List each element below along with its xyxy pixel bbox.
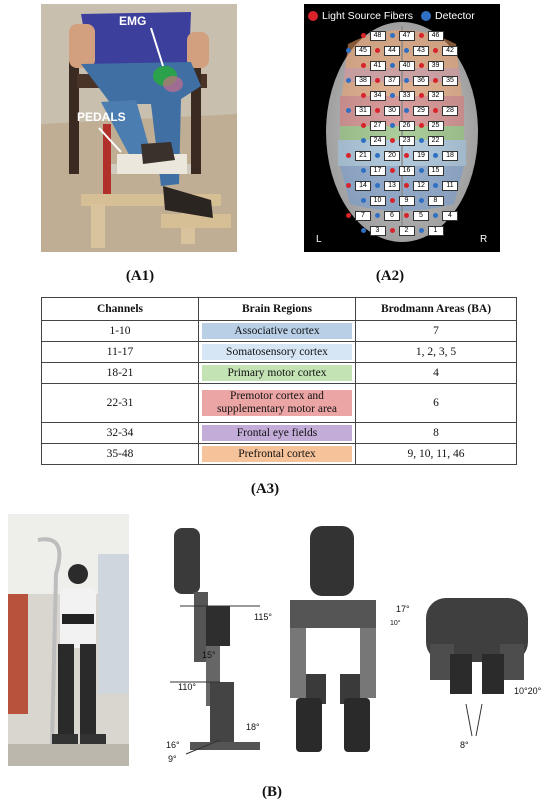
light-source-dot <box>404 153 409 158</box>
caption-a1: (A1) <box>125 268 155 284</box>
channel-label: 3 <box>370 226 386 236</box>
channel-label: 31 <box>355 106 371 116</box>
light-source-dot <box>433 78 438 83</box>
brain-region-cell <box>199 444 356 465</box>
pedals-label: PEDALS <box>77 110 126 124</box>
detector-dot <box>346 78 351 83</box>
detector-dot <box>361 138 366 143</box>
channel-label: 22 <box>428 136 444 146</box>
channel-label: 30 <box>384 106 400 116</box>
channel-label: 46 <box>428 31 444 41</box>
brodmann-area-cell: 4 <box>356 363 517 384</box>
detector-dot <box>390 63 395 68</box>
angle-8: 8° <box>460 740 469 750</box>
light-source-dot <box>390 228 395 233</box>
channel-label: 20 <box>384 151 400 161</box>
brain-region-cell <box>199 423 356 444</box>
channel-label: 18 <box>442 151 458 161</box>
light-source-marker-icon <box>308 11 318 21</box>
legend-detector-label: Detector <box>435 10 475 22</box>
angle-18: 18° <box>246 722 260 732</box>
channels-cell: 1-10 <box>42 321 199 342</box>
channel-label: 24 <box>370 136 386 146</box>
channel-label: 14 <box>355 181 371 191</box>
brain-region-text: supplementary motor area <box>216 403 338 415</box>
light-source-dot <box>346 153 351 158</box>
channel-label: 19 <box>413 151 429 161</box>
channels-cell: 11-17 <box>42 342 199 363</box>
detector-dot <box>433 213 438 218</box>
light-source-dot <box>375 108 380 113</box>
channel-label: 41 <box>370 61 386 71</box>
brain-region-text: Somatosensory cortex <box>226 345 328 358</box>
channel-label: 47 <box>399 31 415 41</box>
angle-10-20: 10°20° <box>514 686 542 696</box>
light-source-dot <box>433 48 438 53</box>
light-source-dot <box>419 63 424 68</box>
detector-dot <box>361 198 366 203</box>
brodmann-area-cell: 7 <box>356 321 517 342</box>
channels-cell: 35-48 <box>42 444 199 465</box>
channel-label: 8 <box>428 196 444 206</box>
photo-b <box>8 514 129 766</box>
brain-region-text: Associative cortex <box>234 324 320 337</box>
exoskeleton-drawings <box>150 514 550 774</box>
channel-row <box>334 73 470 88</box>
channel-row <box>334 178 470 193</box>
channel-label: 35 <box>442 76 458 86</box>
detector-dot <box>433 183 438 188</box>
light-source-dot <box>375 48 380 53</box>
fnirs-map-a2 <box>304 4 500 252</box>
detector-dot <box>404 78 409 83</box>
detector-dot <box>433 153 438 158</box>
channel-label: 17 <box>370 166 386 176</box>
brain-region-text: Premotor cortex and <box>230 390 324 402</box>
header-brain-regions: Brain Regions <box>199 298 356 321</box>
header-brodmann-areas: Brodmann Areas (BA) <box>356 298 517 321</box>
brain-region-cell <box>199 321 356 342</box>
channel-label: 29 <box>413 106 429 116</box>
light-source-dot <box>404 213 409 218</box>
channel-label: 7 <box>355 211 371 221</box>
caption-a3: (A3) <box>250 481 280 497</box>
light-source-dot <box>433 108 438 113</box>
detector-dot <box>375 153 380 158</box>
channel-label: 37 <box>384 76 400 86</box>
channel-label: 27 <box>370 121 386 131</box>
table-row <box>42 423 517 444</box>
table-header-row <box>42 298 517 321</box>
channel-label: 40 <box>399 61 415 71</box>
channel-label: 9 <box>399 196 415 206</box>
channel-label: 12 <box>413 181 429 191</box>
caption-b: (B) <box>262 784 282 800</box>
brain-region-text: Prefrontal cortex <box>238 447 316 460</box>
channel-row <box>334 133 470 148</box>
light-source-dot <box>361 63 366 68</box>
detector-dot <box>419 228 424 233</box>
light-source-dot <box>346 213 351 218</box>
light-source-dot <box>404 183 409 188</box>
channel-label: 42 <box>442 46 458 56</box>
detector-dot <box>361 168 366 173</box>
angle-17: 17° <box>396 604 410 614</box>
light-source-dot <box>419 93 424 98</box>
brain-region-text: Primary motor cortex <box>227 366 327 379</box>
channel-label: 10 <box>370 196 386 206</box>
channel-row <box>334 118 470 133</box>
channel-row <box>334 193 470 208</box>
detector-dot <box>419 198 424 203</box>
channel-row <box>334 58 470 73</box>
channel-label: 44 <box>384 46 400 56</box>
channel-label: 15 <box>428 166 444 176</box>
angle-10: 10° <box>390 620 401 627</box>
angle-115: 115° <box>254 612 272 622</box>
light-source-dot <box>361 93 366 98</box>
channel-label: 38 <box>355 76 371 86</box>
light-source-dot <box>390 198 395 203</box>
channels-cell: 18-21 <box>42 363 199 384</box>
brodmann-area-cell: 6 <box>356 384 517 423</box>
detector-dot <box>419 168 424 173</box>
channel-row <box>334 103 470 118</box>
channel-row <box>334 88 470 103</box>
angle-15: 15° <box>202 650 216 660</box>
brain-region-cell <box>199 384 356 423</box>
channel-label: 26 <box>399 121 415 131</box>
light-source-dot <box>346 183 351 188</box>
brodmann-area-cell: 9, 10, 11, 46 <box>356 444 517 465</box>
detector-dot <box>346 48 351 53</box>
table-row <box>42 321 517 342</box>
light-source-dot <box>390 138 395 143</box>
detector-dot <box>375 213 380 218</box>
detector-dot <box>390 33 395 38</box>
light-source-dot <box>375 78 380 83</box>
channel-label: 1 <box>428 226 444 236</box>
light-source-dot <box>390 168 395 173</box>
detector-dot <box>390 93 395 98</box>
light-source-dot <box>361 123 366 128</box>
channel-label: 16 <box>399 166 415 176</box>
photo-a1 <box>41 4 237 252</box>
channels-cell: 22-31 <box>42 384 199 423</box>
channel-row <box>334 223 470 238</box>
side-left-label: L <box>316 234 322 245</box>
channel-label: 21 <box>355 151 371 161</box>
channel-label: 39 <box>428 61 444 71</box>
brain-region-cell <box>199 363 356 384</box>
channel-label: 6 <box>384 211 400 221</box>
header-channels: Channels <box>42 298 199 321</box>
channel-label: 48 <box>370 31 386 41</box>
angle-9: 9° <box>168 754 177 764</box>
caption-a2: (A2) <box>375 268 405 284</box>
channel-label: 23 <box>399 136 415 146</box>
channel-row <box>334 208 470 223</box>
detector-dot <box>375 183 380 188</box>
table-row <box>42 444 517 465</box>
angle-16: 16° <box>166 740 180 750</box>
detector-dot <box>404 108 409 113</box>
channel-label: 11 <box>442 181 458 191</box>
channel-label: 13 <box>384 181 400 191</box>
channel-label: 36 <box>413 76 429 86</box>
channels-cell: 32-34 <box>42 423 199 444</box>
side-right-label: R <box>480 234 488 245</box>
channel-label: 2 <box>399 226 415 236</box>
channel-label: 45 <box>355 46 371 56</box>
channel-row <box>334 43 470 58</box>
light-source-dot <box>419 123 424 128</box>
channel-label: 33 <box>399 91 415 101</box>
channel-label: 34 <box>370 91 386 101</box>
brodmann-area-cell: 1, 2, 3, 5 <box>356 342 517 363</box>
channel-label: 28 <box>442 106 458 116</box>
channel-label: 5 <box>413 211 429 221</box>
brain-regions-table <box>41 297 517 465</box>
channel-row <box>334 148 470 163</box>
table-row <box>42 363 517 384</box>
light-source-dot <box>419 33 424 38</box>
table-row <box>42 384 517 423</box>
detector-dot <box>419 138 424 143</box>
detector-dot <box>361 228 366 233</box>
channel-label: 25 <box>428 121 444 131</box>
brain-region-text: Frontal eye fields <box>236 426 318 439</box>
channel-row <box>334 163 470 178</box>
detector-dot <box>404 48 409 53</box>
channel-row <box>334 28 470 43</box>
channel-label: 32 <box>428 91 444 101</box>
channel-label: 4 <box>442 211 458 221</box>
light-source-dot <box>361 33 366 38</box>
legend-source-label: Light Source Fibers <box>322 10 414 22</box>
brodmann-area-cell: 8 <box>356 423 517 444</box>
angle-110: 110° <box>178 682 196 692</box>
channel-grid <box>334 28 470 238</box>
detector-marker-icon <box>421 11 431 21</box>
detector-dot <box>390 123 395 128</box>
brain-region-cell <box>199 342 356 363</box>
emg-label: EMG <box>119 14 147 28</box>
table-row <box>42 342 517 363</box>
channel-label: 43 <box>413 46 429 56</box>
detector-dot <box>346 108 351 113</box>
